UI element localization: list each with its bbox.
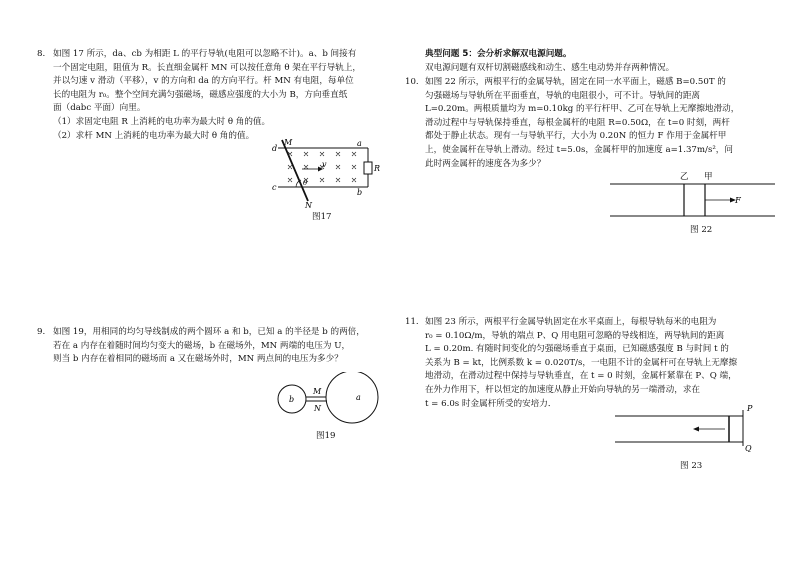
figure-caption: 图 22: [690, 225, 713, 235]
question-text-line: 上，使金属杆在导轨上滑动。经过 t=5.0s，金属杆甲的加速度 a=1.37m/s²，问: [425, 144, 733, 155]
figure-17: [268, 138, 383, 210]
motion-arrow: [693, 427, 725, 432]
question-text-line: L = 0.20m. 有随时间变化的匀强磁场垂直于桌面，已知磁感强度 B 与时间 t 的: [425, 344, 729, 355]
question-number: 10.: [405, 77, 419, 87]
resistor: [364, 162, 372, 174]
label-a: a: [357, 139, 362, 148]
question-text-line: 面（dabc 平面）向里。: [53, 103, 146, 114]
figure-caption: 图 23: [680, 461, 703, 471]
question-text-line: L=0.20m。两根质量均为 m=0.10kg 的平行杆甲、乙可在导轨上无摩擦地滑动，: [425, 104, 740, 115]
figure-caption: 图17: [312, 212, 332, 222]
label-theta: θ: [303, 179, 308, 187]
label-b: b: [357, 188, 363, 197]
question-text-line: t = 6.0s 时金属杆所受的安培力．: [425, 398, 557, 409]
label-a: a: [356, 393, 361, 402]
question-number: 9.: [37, 327, 46, 337]
question-text-line: 此时两金属杆的速度各为多少？: [425, 158, 546, 169]
ring-a: [326, 372, 378, 423]
label-P: P: [747, 404, 753, 413]
figure-22: [610, 170, 780, 222]
question-text-line: 如图 23 所示，两根平行金属导轨固定在水平桌面上，每根导轨每米的电阻为: [425, 317, 717, 327]
figure-23: [615, 402, 765, 452]
typical-problem-5: [425, 48, 770, 75]
label-b: b: [289, 395, 295, 404]
question-text-line: 匀强磁场与导轨所在平面垂直，导轨的电阻很小，可不计。导轨间的距离: [425, 90, 701, 101]
question-11: [405, 316, 770, 411]
figure-caption: 图19: [316, 431, 336, 441]
sub-question: （1）求固定电阻 R 上消耗的电功率为最大时 θ 角的值。: [53, 116, 271, 127]
question-text-line: 都处于静止状态。现有一与导轨平行，大小为 0.20N 的恒力 F 作用于金属杆甲: [425, 131, 727, 142]
question-text-line: 地滑动，在滑动过程中保持与导轨垂直，在 t = 0 时刻，金属杆紧靠在 P、Q 端，: [425, 371, 737, 382]
question-text-line: 在外力作用下，杆以恒定的加速度从静止开始向导轨的另一端滑动，求在: [425, 384, 701, 395]
question-text-line: 若在 a 内存在着随时间均匀变大的磁场，b 在磁场外，MN 两端的电压为 U，: [53, 340, 351, 351]
question-9: [37, 326, 398, 367]
question-text-line: 滑动过程中与导轨保持垂直，每根金属杆的电阻 R=0.50Ω，在 t=0 时刻，两杆: [425, 117, 730, 128]
question-text-line: 一个固定电阻，阻值为 R。长直细金属杆 MN 可以按任意角 θ 架在平行导轨上，: [53, 62, 362, 73]
velocity-arrow: [302, 167, 323, 172]
figure-19: [270, 372, 385, 428]
label-M: M: [313, 387, 322, 396]
label-F: F: [735, 196, 741, 206]
question-text-line: 如图 17 所示，da、cb 为相距 L 的平行导轨(电阻可以忽略不计)。a、b 间接有: [53, 49, 357, 59]
rod-mn: [282, 140, 308, 201]
question-text-line: r₀ = 0.10Ω/m，导轨的端点 P、Q 用电阻可忽略的导线相连，两导轨间的距离: [425, 330, 725, 341]
label-c: c: [272, 183, 277, 192]
question-text-line: 如图 19，用相同的均匀导线制成的两个圆环 a 和 b，已知 a 的半径是 b 的两倍，: [53, 327, 365, 337]
label-jia: 甲: [704, 172, 713, 182]
question-text-line: 如图 22 所示，两根平行的金属导轨，固定在同一水平面上，磁感 B=0.50T 的: [425, 77, 726, 87]
label-v: v: [322, 160, 327, 169]
label-N: N: [305, 201, 312, 210]
question-number: 8.: [37, 49, 46, 59]
question-text-line: 则当 b 内存在着相同的磁场而 a 又在磁场外时，MN 两点间的电压为多少？: [53, 354, 343, 365]
label-Q: Q: [745, 444, 752, 452]
question-10: [405, 76, 770, 171]
label-N: N: [314, 404, 321, 413]
sub-question: （2）求杆 MN 上消耗的电功率为最大时 θ 角的值。: [53, 130, 255, 141]
question-text-line: 长的电阻为 r₀。整个空间充满匀强磁场，磁感应强度的大小为 B，方向垂直纸: [53, 89, 348, 100]
label-M: M: [284, 138, 293, 147]
question-text-line: 并以匀速 v 滑动（平移），v 的方向和 da 的方向平行。杆 MN 有电阻，每单位: [53, 76, 354, 87]
force-arrow: [705, 198, 736, 203]
question-number: 11.: [405, 317, 419, 327]
section-heading: 典型问题 5：会分析求解双电源问题。: [425, 49, 572, 59]
label-d: d: [272, 144, 278, 153]
section-text: 双电源问题有双杆切割磁感线和动生、感生电动势并存两种情况。: [425, 62, 675, 73]
question-text-line: 关系为 B = kt，比例系数 k = 0.020T/s，一电阻不计的金属杆可在导轨上无摩擦: [425, 357, 738, 368]
label-R: R: [374, 164, 381, 173]
label-yi: 乙: [680, 172, 689, 182]
question-8: [37, 48, 398, 143]
